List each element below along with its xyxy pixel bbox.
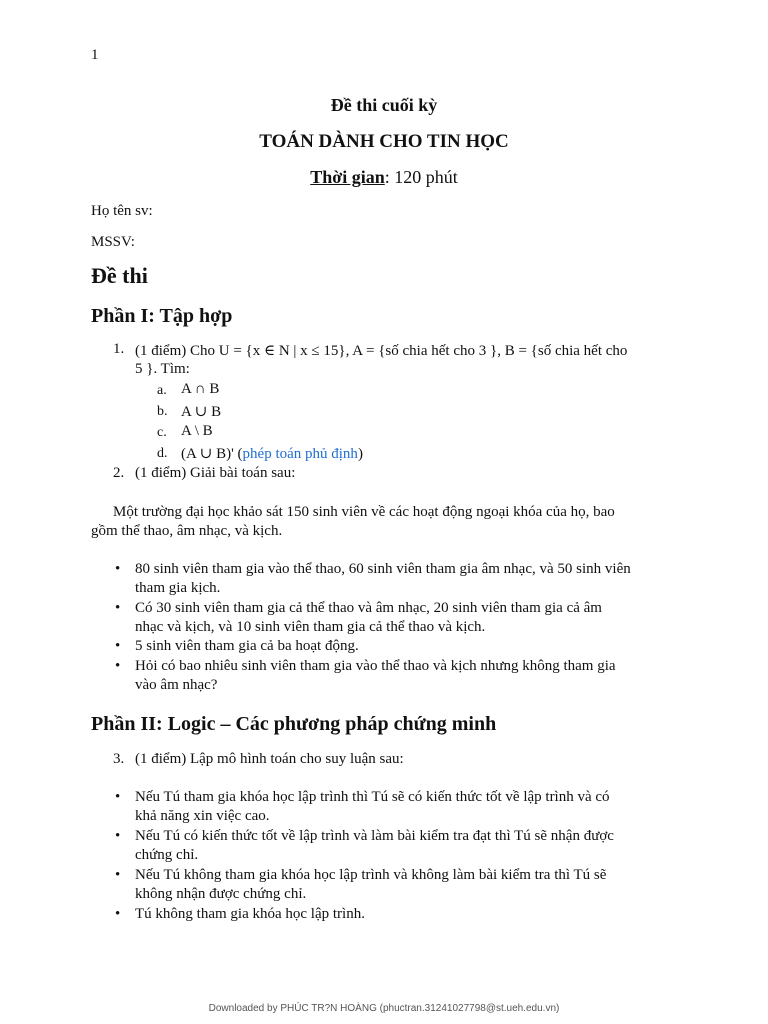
q2-bullet-line: 80 sinh viên tham gia vào thể thao, 60 sinh viên tham gia âm nhạc, và 50 sinh viên (135, 561, 631, 577)
q3-bullet-line: khả năng xin việc cao. (135, 808, 270, 824)
bullet-icon: • (115, 789, 121, 805)
q3-bullet-line: chứng chỉ. (135, 847, 199, 863)
q2-bullet-line: nhạc và kịch, và 10 sinh viên tham gia cả thể thao và kịch. (135, 619, 486, 635)
q1-item-marker: d. (157, 446, 168, 461)
bullet-icon: • (115, 561, 121, 577)
q2-bullet-line: tham gia kịch. (135, 580, 221, 596)
exam-title: Đề thi cuối kỳ (330, 95, 438, 115)
q1-item-text (181, 444, 363, 463)
q1-item-d-text: (A ∪ B)' ( (181, 446, 243, 462)
q2-bullet-line: Có 30 sinh viên tham gia cả thể thao và âm nhạc, 20 sinh viên tham gia cả âm (135, 600, 602, 616)
negation-link[interactable]: phép toán phủ định (242, 446, 358, 462)
q2-number: 2. (113, 465, 125, 481)
q2-bullet-line: vào âm nhạc? (135, 677, 218, 693)
bullet-icon: • (115, 658, 121, 674)
q1-item-text: A \ B (181, 423, 213, 439)
q2-paragraph-line1: Một trường đại học khảo sát 150 sinh viên về các hoạt động ngoại khóa của họ, bao (113, 504, 615, 520)
q3-number: 3. (113, 751, 125, 767)
time-label: Thời gian (310, 167, 385, 187)
q3-bullet-line: Tú không tham gia khóa học lập trình. (135, 906, 365, 922)
student-id-field-label: MSSV: (91, 234, 135, 250)
q3-bullet-line: Nếu Tú tham gia khóa học lập trình thì Tú sẽ có kiến thức tốt về lập trình và có (135, 789, 610, 805)
page-number: 1 (91, 47, 99, 63)
q2-bullet-line: Hỏi có bao nhiêu sinh viên tham gia vào thể thao và kịch nhưng không tham gia (135, 658, 616, 674)
q2-bullet-line: 5 sinh viên tham gia cả ba hoạt động. (135, 638, 359, 654)
q1-item-marker: a. (157, 383, 167, 398)
q1-line2: 5 }. Tìm: (135, 361, 190, 377)
q1-line1: (1 điểm) Cho U = {x ∈ N | x ≤ 15}, A = {số chia hết cho 3 }, B = {số chia hết cho (135, 343, 628, 359)
q1-number: 1. (113, 341, 125, 357)
q1-item-marker: c. (157, 425, 167, 440)
name-field-label: Họ tên sv: (91, 203, 153, 219)
time-line (0, 167, 768, 188)
exam-heading: Đề thi (91, 263, 148, 288)
q3-bullet-line: Nếu Tú không tham gia khóa học lập trình và không làm bài kiểm tra thì Tú sẽ (135, 867, 607, 883)
q1-item-text: A ∪ B (181, 404, 222, 420)
subject-title: TOÁN DÀNH CHO TIN HỌC (259, 131, 509, 152)
bullet-icon: • (115, 867, 121, 883)
q1-item-marker: b. (157, 404, 168, 419)
q2-text: (1 điểm) Giải bài toán sau: (135, 465, 296, 481)
download-footer: Downloaded by PHÚC TR?N HOÀNG (phuctran.31241027798@st.ueh.edu.vn) (208, 1003, 560, 1014)
q1-item-text: A ∩ B (181, 381, 220, 397)
bullet-icon: • (115, 638, 121, 654)
bullet-icon: • (115, 906, 121, 922)
q2-paragraph-line2: gồm thể thao, âm nhạc, và kịch. (91, 523, 283, 539)
part1-heading: Phần I: Tập hợp (91, 305, 233, 327)
part2-heading: Phần II: Logic – Các phương pháp chứng minh (91, 713, 497, 735)
q3-text: (1 điểm) Lập mô hình toán cho suy luận sau: (135, 751, 404, 767)
q3-bullet-line: không nhận được chứng chỉ. (135, 886, 307, 902)
bullet-icon: • (115, 828, 121, 844)
q1-item-d-close: ) (357, 446, 363, 462)
q3-bullet-line: Nếu Tú có kiến thức tốt về lập trình và làm bài kiểm tra đạt thì Tú sẽ nhận được (135, 828, 614, 844)
bullet-icon: • (115, 600, 121, 616)
time-value: : 120 phút (384, 167, 458, 187)
